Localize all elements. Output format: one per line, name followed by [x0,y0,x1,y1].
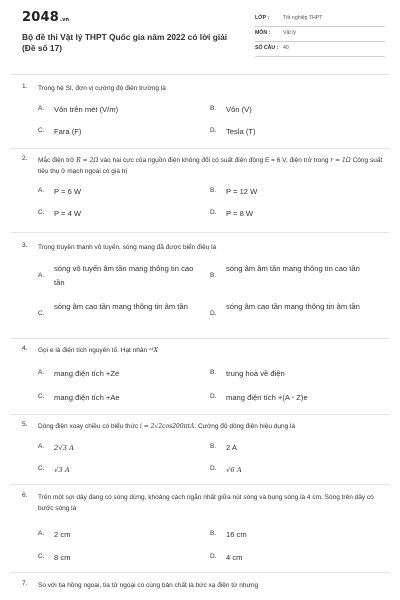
option-text: sóng âm cao tần mang thông tin âm tần [54,302,188,311]
question-number: 7. [22,580,28,587]
meta-class-value: Tốt nghiệp THPT [283,15,323,21]
option-text: sóng vô tuyến âm tần mang thông tin cao tần [54,264,194,287]
option-text: Vôn (V) [226,105,252,114]
question-number: 2. [22,155,28,162]
divider [10,338,390,339]
option-letter: D. [210,465,217,472]
meta-question-count [255,43,385,57]
formula: i = 2√2cos200πtA [139,423,195,430]
option-text: 2 cm [54,530,71,539]
option-letter: B. [210,272,217,279]
divider [10,148,390,149]
question-number: 5. [22,421,28,428]
option-letter: D. [210,209,217,216]
question-text: Dòng điện xoay chiều có biểu thức i = 2√2cos200πtA. Cường độ dòng điện hiệu dụng là [38,423,296,430]
question-number: 6. [22,492,28,499]
option-text: mang điện tích +Ae [54,393,120,402]
question-number: 4. [22,345,28,352]
option-text: Vôn trên mét (V/m) [54,105,119,114]
option-letter: D. [210,393,217,400]
option-text: √3 A [54,466,70,474]
divider [10,414,390,415]
option-text: trung hoà về điện [226,369,285,378]
question-text: Mắc điện trở R = 2Ω vào hai cực của nguồn điện không đổi có suất điện động E = 6 V, điện trở trong r = 1Ω Công suất tiêu thụ ở mạch ngoài có giá trị [38,157,383,175]
logo-suffix: .vn [59,17,70,23]
option-text: √6 A [226,466,242,474]
option-text: 4 cm [226,553,243,562]
question-text: So với tia hồng ngoại, tia tử ngoại có cùng bản chất là bức xạ điện từ nhưng [38,582,259,589]
option-letter: B. [210,369,217,376]
option-letter: B. [210,443,217,450]
option-text: 2√3 A [54,444,75,452]
option-text: mang điện tích +Ze [54,369,120,378]
divider [10,74,390,75]
meta-count-value: 40 [283,45,289,51]
formula: r = 1Ω [330,157,351,164]
option-letter: B. [210,187,217,194]
option-letter: C. [38,127,45,134]
divider [10,232,390,233]
option-letter: A. [38,369,45,376]
question-number: 1. [22,83,28,90]
option-letter: C. [38,393,45,400]
option-text: 2 A [226,443,237,452]
meta-class [255,13,385,27]
question-text: Gọi e là điện tích nguyên tố. Hạt nhân ᶻᴬX [38,347,158,354]
meta-class-label: LỚP : [255,15,270,21]
meta-subject [255,28,385,42]
document-header [0,0,400,74]
formula: R = 2Ω [76,157,99,164]
option-letter: C. [38,209,45,216]
site-logo[interactable] [22,10,69,25]
option-text: sóng âm âm tần mang thông tin cao tần [226,264,360,273]
meta-count-label: SỐ CÂU : [255,45,279,51]
question-text: Trong truyền thanh vô tuyến, sóng mang đã được biến điệu là [38,244,217,251]
meta-subject-label: MÔN : [255,30,271,36]
option-text: 8 cm [54,553,71,562]
option-letter: D. [210,553,217,560]
option-text: 16 cm [226,530,247,539]
document-title: Bộ đề thi Vật lý THPT Quốc gia năm 2022 có lời giải (Đề số 17) [22,32,228,53]
question-text: Trong hệ SI, đơn vị cường độ điện trường là [38,85,166,92]
option-text: P = 6 W [54,187,82,196]
question-text: Trên một sợi dây đang có sóng dừng, khoảng cách ngắn nhất giữa nút sóng và bụng sóng là 4 cm. Sóng trên dây có bước sóng là [38,494,374,512]
formula: ᶻᴬX [148,347,158,354]
option-text: P = 4 W [54,209,82,218]
option-letter: C. [38,310,45,317]
option-letter: A. [38,443,45,450]
divider [10,572,390,573]
option-text: Fara (F) [54,127,82,136]
option-text: Tesla (T) [226,127,256,136]
divider [10,484,390,485]
option-text: mang điện tích +(A - Z)e [226,393,308,402]
option-letter: D. [210,310,217,317]
option-letter: C. [38,465,45,472]
logo-text: 2048 [22,10,59,25]
option-letter: A. [38,530,45,537]
option-letter: C. [38,553,45,560]
option-letter: A. [38,272,45,279]
option-text: sóng âm cao tần mang thông tin âm tần [226,302,360,311]
meta-subject-value: Vật lý [283,30,296,36]
option-letter: B. [210,105,217,112]
option-letter: D. [210,127,217,134]
option-letter: A. [38,105,45,112]
option-text: P = 8 W [226,209,254,218]
option-text: P = 12 W [226,187,258,196]
option-letter: A. [38,187,45,194]
question-number: 3. [22,242,28,249]
option-letter: B. [210,530,217,537]
